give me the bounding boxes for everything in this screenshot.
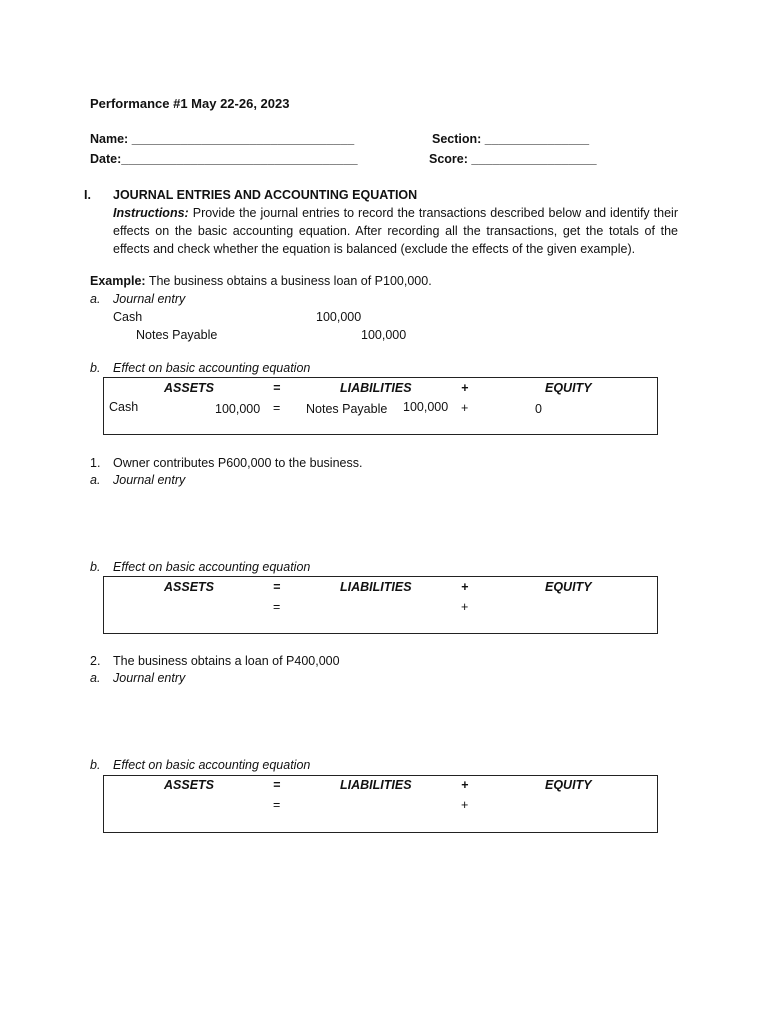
item-1-plus-header: +: [461, 580, 469, 594]
example-plus-sign: +: [461, 401, 469, 415]
item-1-journal-entry-label: Journal entry: [113, 473, 186, 487]
example-liability-account: Notes Payable: [306, 402, 388, 416]
item-2-assets-header: ASSETS: [164, 778, 215, 792]
example-equity-amount: 0: [535, 402, 542, 416]
example-asset-amount: 100,000: [215, 402, 261, 416]
item-2-effect-label: Effect on basic accounting equation: [113, 758, 311, 772]
example-equals-sign: =: [273, 401, 281, 415]
item-1-b-marker: b.: [90, 560, 101, 574]
assets-header: ASSETS: [164, 381, 215, 395]
item-1-equals-sign: =: [273, 600, 281, 614]
example-credit-amount: 100,000: [361, 328, 407, 342]
example-debit-account: Cash: [113, 310, 143, 324]
item-2-plus-sign: +: [461, 798, 469, 812]
example-effect-label: Effect on basic accounting equation: [113, 361, 311, 375]
date-label: Date:: [90, 152, 122, 166]
item-1-equals-header: =: [273, 580, 281, 594]
item-1-number: 1.: [90, 456, 101, 470]
equity-header: EQUITY: [545, 381, 592, 395]
example-statement: [90, 274, 432, 288]
score-line: __________________: [471, 152, 597, 166]
item-2-text: The business obtains a loan of P400,000: [113, 654, 340, 668]
part-numeral: I.: [84, 188, 91, 202]
part-heading: JOURNAL ENTRIES AND ACCOUNTING EQUATION: [113, 188, 418, 202]
item-2-equals-header: =: [273, 778, 281, 792]
item-2-journal-entry-label: Journal entry: [113, 671, 186, 685]
section-label: Section:: [432, 132, 482, 146]
item-2-liabilities-header: LIABILITIES: [340, 778, 412, 792]
plus-header: +: [461, 381, 469, 395]
date-line: __________________________________: [121, 152, 358, 166]
example-liability-amount: 100,000: [403, 400, 449, 414]
instructions-paragraph: [113, 204, 678, 258]
equals-header: =: [273, 381, 281, 395]
item-1-text: Owner contributes P600,000 to the business.: [113, 456, 363, 470]
example-asset-account: Cash: [109, 400, 139, 414]
name-label: Name:: [90, 132, 129, 146]
item-1-effect-label: Effect on basic accounting equation: [113, 560, 311, 574]
item-2-equity-header: EQUITY: [545, 778, 592, 792]
example-text: The business obtains a business loan of P100,000.: [148, 274, 432, 288]
item-1-equity-header: EQUITY: [545, 580, 592, 594]
name-line: ________________________________: [131, 132, 355, 146]
date-field[interactable]: [90, 152, 358, 166]
example-b-marker: b.: [90, 361, 101, 375]
example-debit-amount: 100,000: [316, 310, 362, 324]
item-2-plus-header: +: [461, 778, 469, 792]
item-1-a-marker: a.: [90, 473, 101, 487]
name-field[interactable]: [90, 132, 354, 146]
item-2-a-marker: a.: [90, 671, 101, 685]
item-2-equals-sign: =: [273, 798, 281, 812]
section-field[interactable]: [432, 132, 589, 146]
item-1-plus-sign: +: [461, 600, 469, 614]
score-label: Score:: [429, 152, 468, 166]
page-title: Performance #1 May 22-26, 2023: [90, 96, 290, 111]
instructions-text: Provide the journal entries to record the transactions described below and identify their effects on the basic accounting equation. After recording all the transactions, get the totals of the effects and check whether the equation is balanced (exclude the effects of the given example).: [113, 206, 678, 256]
example-label: Example:: [90, 274, 146, 288]
liabilities-header: LIABILITIES: [340, 381, 412, 395]
score-field[interactable]: [429, 152, 597, 166]
example-journal-entry-label: Journal entry: [113, 292, 186, 306]
example-a-marker: a.: [90, 292, 101, 306]
instructions-label: Instructions:: [113, 206, 189, 220]
example-credit-account: Notes Payable: [136, 328, 218, 342]
item-2-number: 2.: [90, 654, 101, 668]
section-line: _______________: [484, 132, 590, 146]
item-1-liabilities-header: LIABILITIES: [340, 580, 412, 594]
item-2-b-marker: b.: [90, 758, 101, 772]
item-1-assets-header: ASSETS: [164, 580, 215, 594]
